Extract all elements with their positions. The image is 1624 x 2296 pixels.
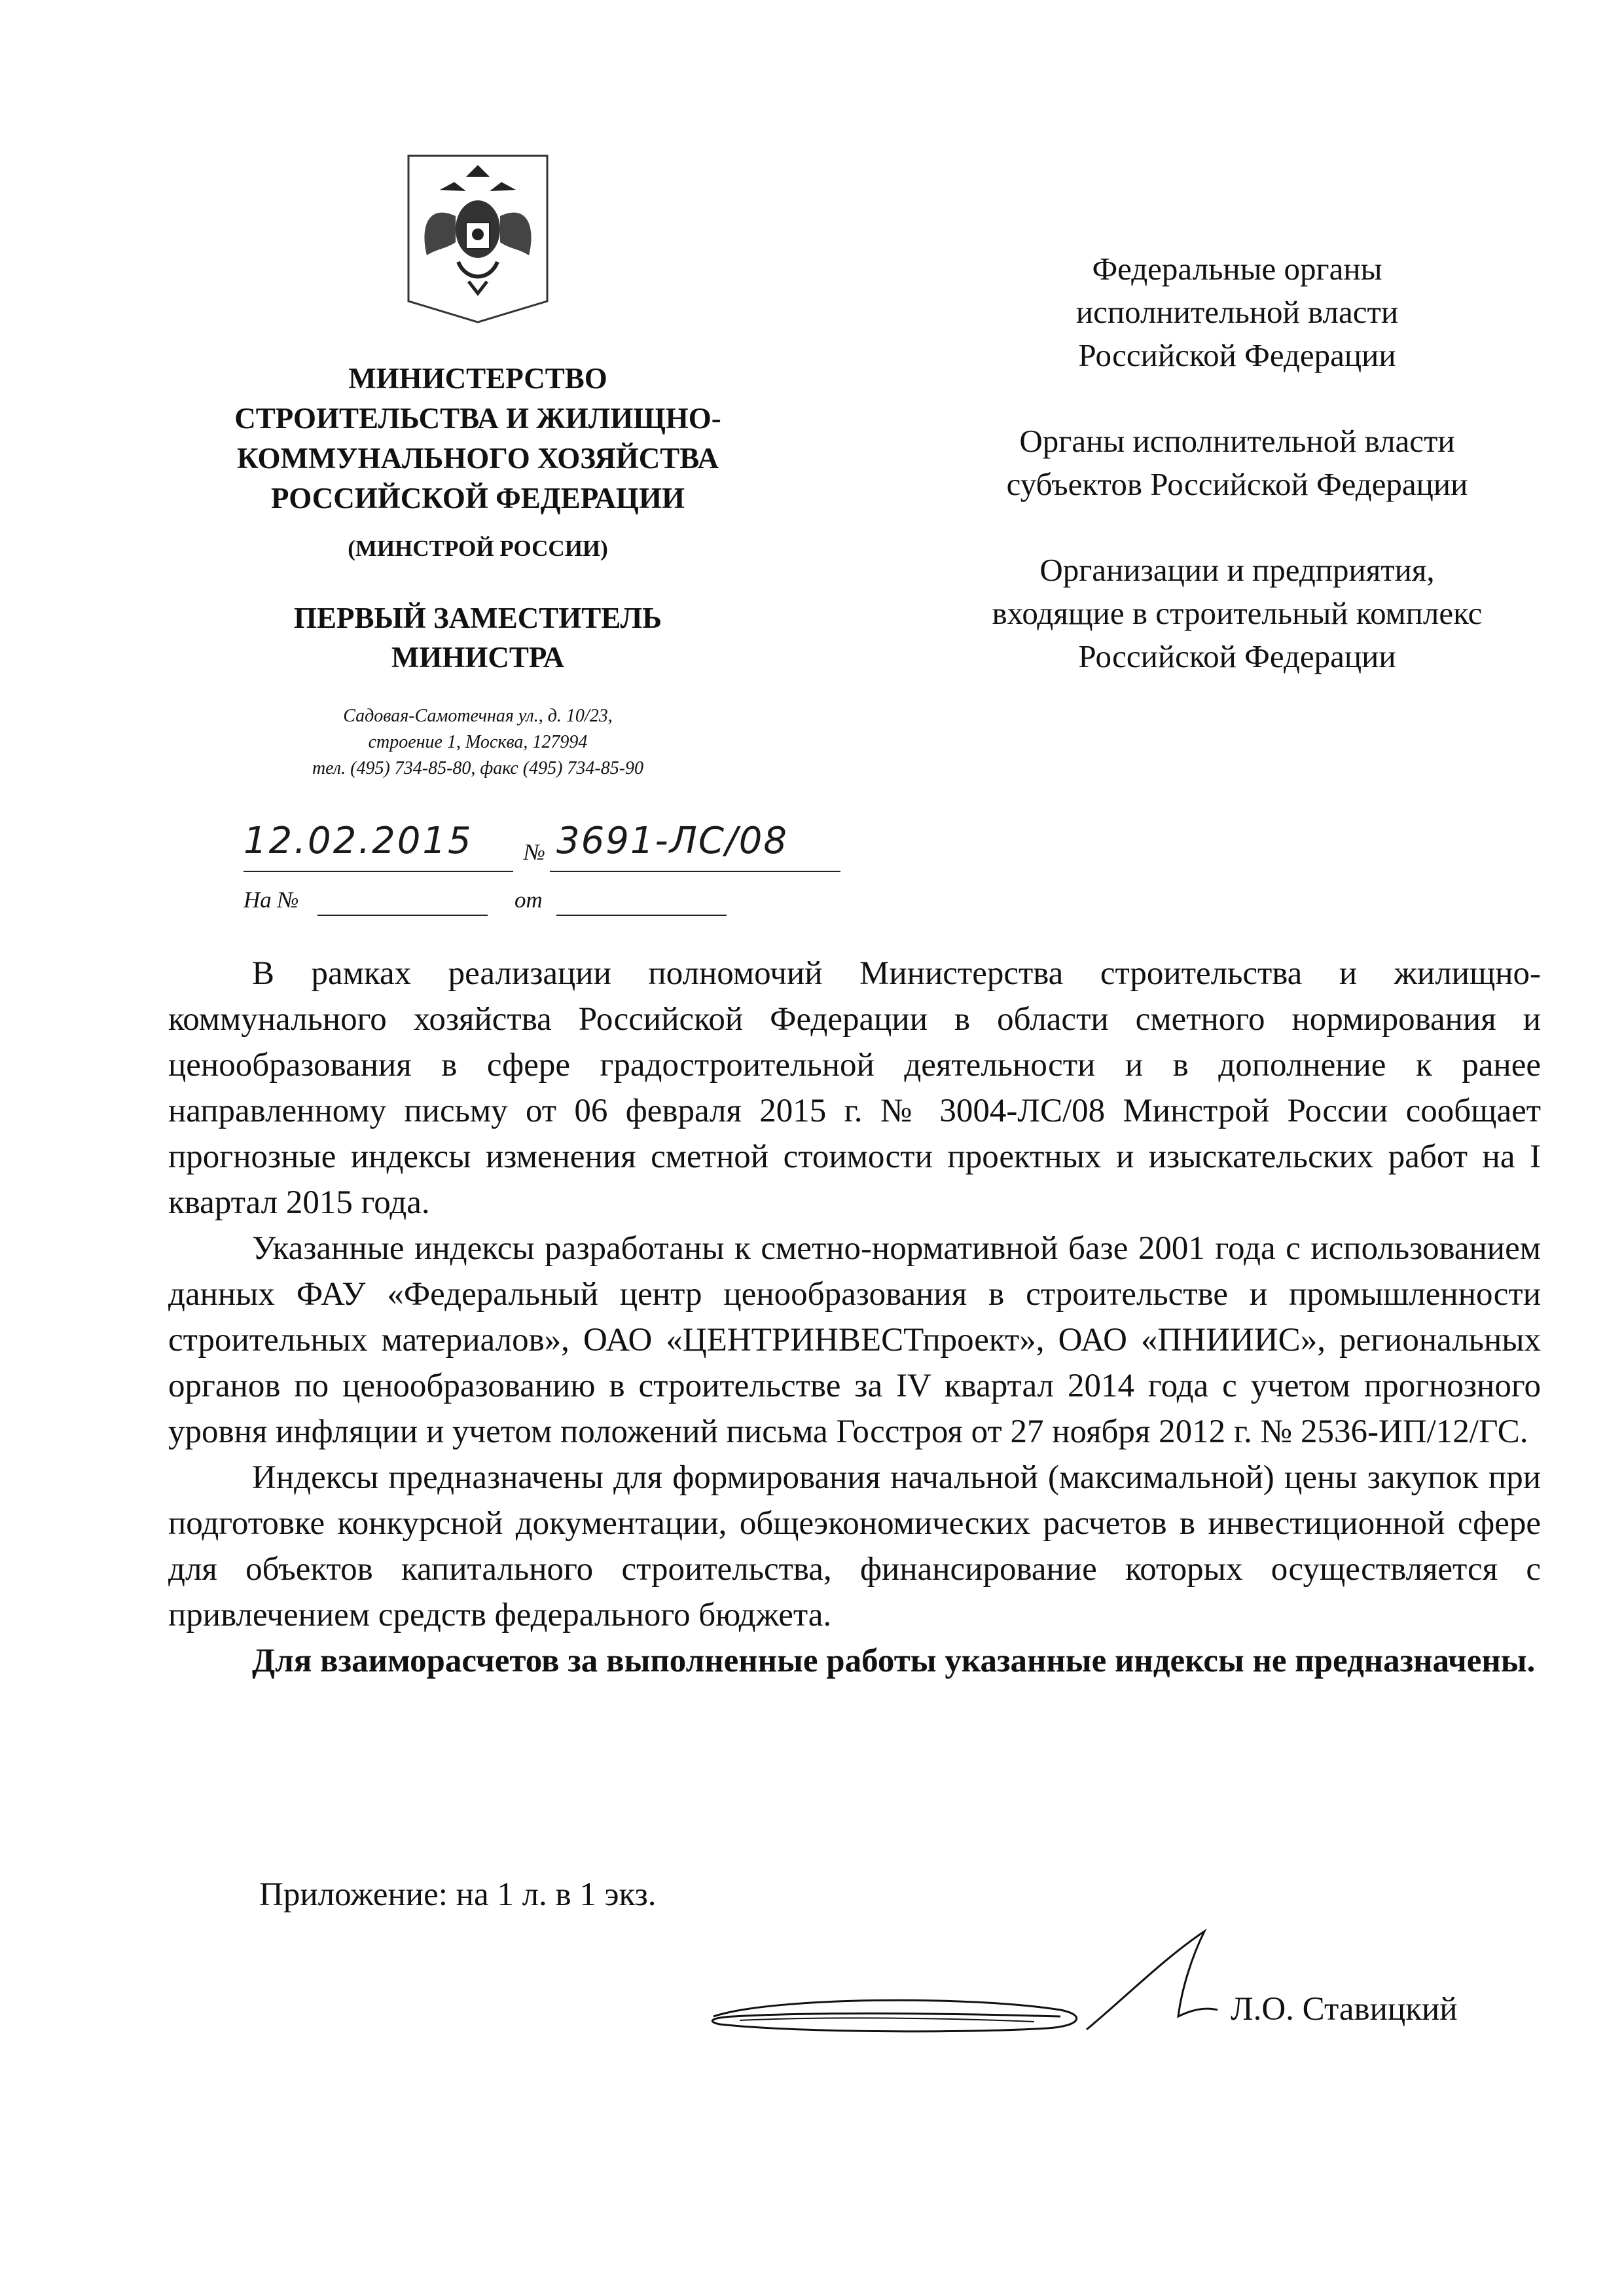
position-line: ПЕРВЫЙ ЗАМЕСТИТЕЛЬ xyxy=(294,602,662,634)
body-paragraph-bold: Для взаиморасчетов за выполненные работы указанные индексы не предназначены. xyxy=(252,1643,1536,1679)
document-number: 3691-ЛС/08 xyxy=(556,820,789,862)
signature-icon xyxy=(694,1918,1283,2049)
ministry-line: КОММУНАЛЬНОГО ХОЗЯЙСТВА xyxy=(237,442,719,475)
signer-name: Л.О. Ставицкий xyxy=(1231,1991,1458,2028)
addressee-line: Российской Федерации xyxy=(1078,638,1396,674)
ministry-line: МИНИСТЕРСТВО xyxy=(348,362,607,395)
addressee-line: входящие в строительный комплекс xyxy=(992,595,1483,631)
number-underline xyxy=(550,871,840,872)
address-line: тел. (495) 734-85-80, факс (495) 734-85-90 xyxy=(312,758,644,778)
appendix-note: Приложение: на 1 л. в 1 экз. xyxy=(259,1876,657,1913)
document-date: 12.02.2015 xyxy=(244,820,473,862)
letter-body xyxy=(168,951,1541,1684)
ministry-abbreviation: (МИНСТРОЙ РОССИИ) xyxy=(348,536,608,561)
addressee-group xyxy=(910,420,1564,506)
reference-date-line xyxy=(556,915,727,916)
address-line: Садовая-Самотечная ул., д. 10/23, xyxy=(343,706,613,726)
addressee-group xyxy=(910,549,1564,678)
body-paragraph: Указанные индексы разработаны к сметно-нормативной базе 2001 года с использованием данных ФАУ «Федеральный центр ценообразования в строительстве и промышленности строительных материалов», ОАО «ЦЕНТРИНВЕСТпроект», ОАО «ПНИИИС», региональных органов по ценообразованию в строительстве за IV квартал 2014 года с учетом прогнозного уровня инфляции и учетом положений письма Госстроя от 27 ноября 2012 г. № 2536-ИП/12/ГС. xyxy=(168,1230,1541,1450)
addressee-group xyxy=(910,247,1564,377)
ministry-line: РОССИЙСКОЙ ФЕДЕРАЦИИ xyxy=(271,482,685,515)
addressee-line: Органы исполнительной власти xyxy=(1019,423,1455,459)
body-paragraph: В рамках реализации полномочий Министерства строительства и жилищно-коммунального хозяйства Российской Федерации в области сметного нормирования и ценообразования в сфере градостроительной деятельности и в дополнение к ранее направленному письму от 06 февраля 2015 г. № 3004-ЛС/08 Минстрой России сообщает прогнозные индексы изменения сметной стоимости проектных и изыскательских работ на I квартал 2015 года. xyxy=(168,955,1541,1221)
position-line: МИНИСТРА xyxy=(391,641,565,674)
number-mark: № xyxy=(524,839,546,865)
addressee-line: Организации и предприятия, xyxy=(1039,552,1435,588)
coat-of-arms-icon xyxy=(401,151,555,327)
body-paragraph: Индексы предназначены для формирования начальной (максимальной) цены закупок при подготовке конкурсной документации, общеэкономических расчетов в инвестиционной сфере для объектов капитального строительства, финансирование которых осуществляется с привлечением средств федерального бюджета. xyxy=(168,1459,1541,1633)
ministry-line: СТРОИТЕЛЬСТВА И ЖИЛИЩНО- xyxy=(234,402,721,435)
reference-number-label: На № xyxy=(244,887,299,913)
addressee-line: Федеральные органы xyxy=(1092,251,1382,287)
reference-number-line xyxy=(317,915,488,916)
addressee-line: Российской Федерации xyxy=(1078,337,1396,373)
ministry-name xyxy=(209,359,746,519)
addressee-line: субъектов Российской Федерации xyxy=(1006,466,1468,502)
addressee-block xyxy=(910,247,1564,721)
position-title xyxy=(209,598,746,677)
reference-date-label: от xyxy=(514,887,543,913)
date-underline xyxy=(244,871,513,872)
address-line: строение 1, Москва, 127994 xyxy=(368,732,588,752)
addressee-line: исполнительной власти xyxy=(1075,294,1399,330)
ministry-address xyxy=(209,703,746,782)
